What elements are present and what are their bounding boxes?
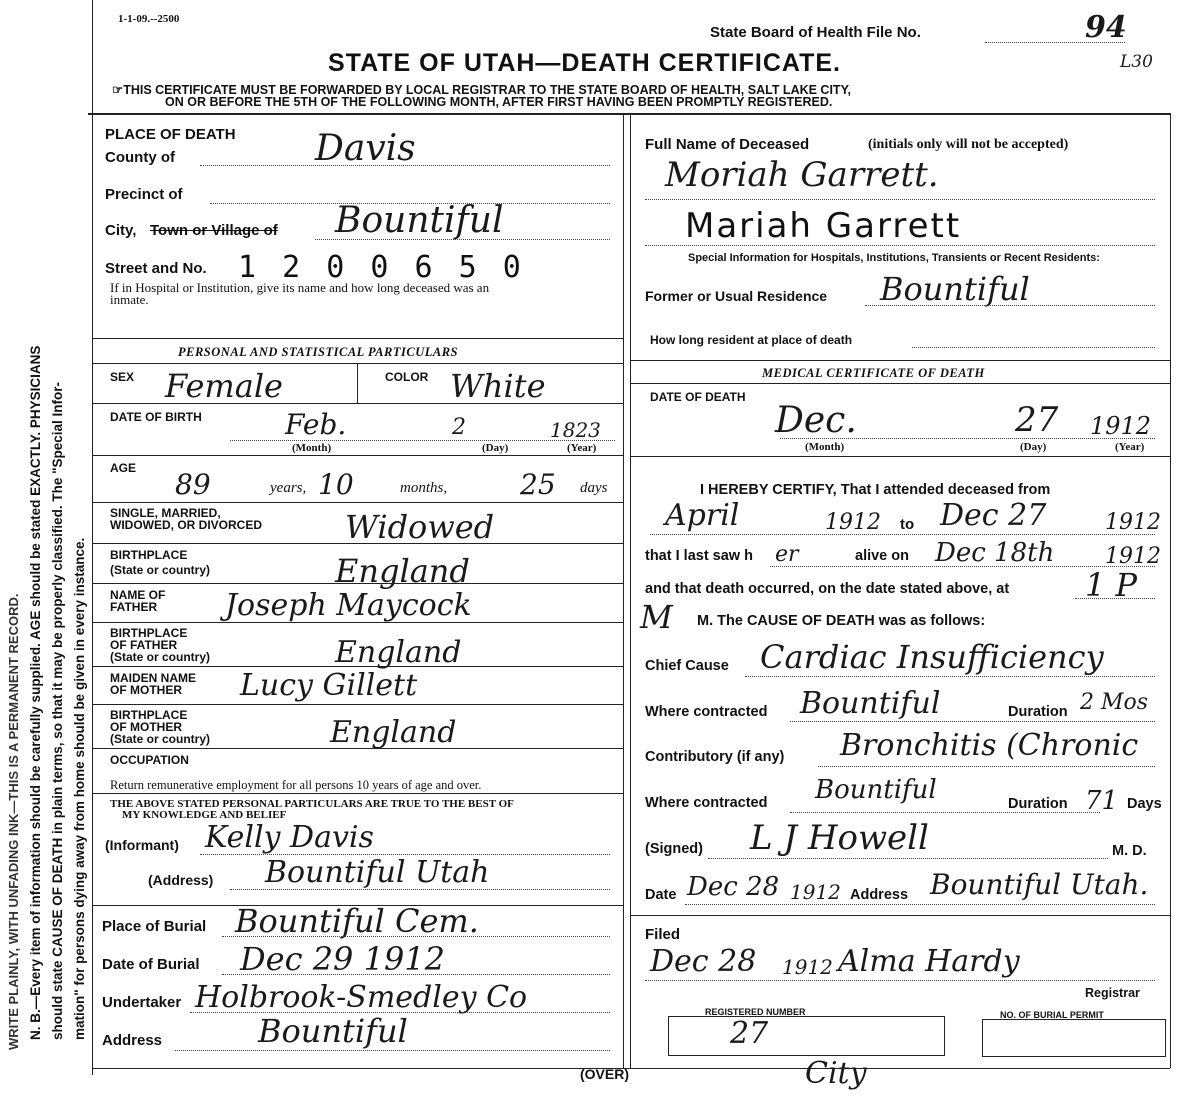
medical-heading: MEDICAL CERTIFICATE OF DEATH [762, 366, 985, 380]
days-caption: days [580, 480, 608, 496]
mother-label-2: OF MOTHER [110, 683, 182, 697]
mother-name-value: Lucy Gillett [240, 668, 418, 703]
dob-month-caption: (Month) [292, 442, 332, 454]
last-saw-label: that I last saw h [645, 548, 753, 564]
cause-of-death-text: M. The CAUSE OF DEATH was as follows: [697, 613, 986, 629]
father-birthplace-value: England [335, 635, 462, 670]
deceased-name-label: Full Name of Deceased [645, 136, 810, 153]
street-value: 1 2 0 0 6 5 0 [238, 250, 525, 285]
attest-line-1: THE ABOVE STATED PERSONAL PARTICULARS ARE TRUE TO THE BEST OF [110, 798, 514, 810]
place-of-death-label: PLACE OF DEATH [105, 126, 236, 143]
filed-year-value: 1912 [782, 955, 833, 979]
signed-label: (Signed) [645, 841, 703, 857]
age-days: 25 [520, 468, 556, 501]
marital-value: Widowed [345, 508, 495, 546]
mother-birthplace-label-1: BIRTHPLACE [110, 708, 188, 722]
dob-year-caption: (Year) [567, 442, 597, 454]
death-day-caption: (Day) [1020, 441, 1047, 453]
contributory-value: Bronchitis (Chronic [840, 728, 1139, 763]
informant-value: Kelly Davis [205, 820, 374, 855]
death-year-value: 1912 [1090, 412, 1152, 440]
months-caption: months, [400, 480, 448, 496]
father-birthplace-label-1: BIRTHPLACE [110, 626, 188, 640]
duration-value-1: 2 Mos [1080, 690, 1149, 715]
deceased-name-note: (initials only will not be accepted) [868, 137, 1069, 152]
father-label-1: NAME OF [110, 588, 166, 602]
city-label: City, [105, 222, 137, 239]
precinct-label: Precinct of [105, 186, 183, 203]
mother-birthplace-caption: (State or country) [110, 732, 211, 746]
burial-permit-label: NO. OF BURIAL PERMIT [1000, 1010, 1104, 1020]
where-contracted-value-1: Bountiful [800, 686, 941, 721]
age-years: 89 [175, 468, 211, 501]
informant-address-label: (Address) [148, 872, 214, 888]
duration-label-1: Duration [1008, 704, 1068, 720]
registered-number-label: REGISTERED NUMBER [705, 1007, 806, 1017]
special-info-label: Special Information for Hospitals, Institutions, Transients or Recent Residents: [688, 252, 1100, 264]
sex-value: Female [165, 367, 283, 405]
mother-birthplace-value: England [330, 715, 457, 750]
attended-from-year: 1912 [825, 510, 881, 535]
chief-cause-value: Cardiac Insufficiency [760, 638, 1104, 676]
death-occurred-text: and that death occurred, on the date stated above, at [645, 581, 1010, 597]
birthplace-state-caption: (State or country) [110, 563, 211, 577]
meridiem-value: M [640, 598, 673, 636]
over-label: (OVER) [580, 1066, 629, 1082]
attest-line-2: MY KNOWLEDGE AND BELIEF [122, 809, 287, 821]
burial-address-value: Bountiful [258, 1012, 408, 1050]
death-month-value: Dec. [775, 400, 857, 441]
marital-label-1: SINGLE, MARRIED, [110, 506, 221, 520]
margin-note-line3: mation" for persons dying away from home should be given in every instance. [72, 537, 87, 1040]
city-value: Bountiful [335, 200, 504, 241]
certify-text: I HEREBY CERTIFY, That I attended deceased from [700, 482, 1051, 498]
md-label: M. D. [1112, 843, 1147, 859]
deceased-name-value-2: Mariah Garrett [685, 206, 962, 246]
burial-place-value: Bountiful Cem. [235, 902, 479, 940]
father-name-value: Joseph Maycock [225, 588, 472, 623]
county-value: Davis [315, 128, 416, 169]
cert-date-label: Date [645, 887, 677, 903]
signed-value: L J Howell [750, 818, 929, 858]
color-value: White [450, 367, 546, 405]
county-label: County of [105, 149, 175, 166]
burial-date-label: Date of Burial [102, 956, 200, 973]
cert-address-label: Address [850, 887, 909, 903]
duration-label-2: Duration [1008, 796, 1068, 812]
alive-on-value: Dec 18th [935, 538, 1055, 568]
burial-address-label: Address [102, 1032, 163, 1049]
color-label: COLOR [385, 370, 429, 384]
alive-on-label: alive on [855, 548, 909, 564]
registered-number-value: 27 [730, 1016, 769, 1051]
hospital-note-1: If in Hospital or Institution, give its name and how long deceased was an [110, 280, 490, 295]
registrar-label: Registrar [1085, 986, 1140, 1000]
where-contracted-label-2: Where contracted [645, 795, 768, 811]
attended-from-value: April [665, 498, 740, 533]
dob-day-caption: (Day) [482, 442, 509, 454]
cert-address-value: Bountiful Utah. [930, 868, 1149, 901]
margin-outer-text: WRITE PLAINLY, WITH UNFADING INK—THIS IS A PERMANENT RECORD. [6, 593, 21, 1050]
father-birthplace-label-2: OF FATHER [110, 638, 178, 652]
city-note: City [805, 1056, 867, 1091]
marital-label-2: WIDOWED, OR DIVORCED [110, 518, 262, 532]
informant-address-value: Bountiful Utah [265, 855, 490, 890]
occupation-label: OCCUPATION [110, 753, 189, 767]
duration-days-label: Days [1127, 796, 1162, 812]
mother-label-1: MAIDEN NAME [110, 671, 196, 685]
filed-label: Filed [645, 926, 681, 943]
burial-date-value: Dec 29 1912 [240, 940, 446, 978]
alive-on-year: 1912 [1105, 544, 1161, 569]
undertaker-value: Holbrook-Smedley Co [195, 980, 528, 1015]
street-label: Street and No. [105, 260, 207, 277]
where-contracted-value-2: Bountiful [815, 775, 937, 805]
registered-number-box [668, 1016, 945, 1056]
age-label: AGE [110, 461, 137, 475]
hospital-note-2: inmate. [110, 292, 149, 307]
residence-value: Bountiful [880, 270, 1030, 308]
resident-duration-label: How long resident at place of death [650, 333, 853, 347]
burial-permit-box [982, 1019, 1166, 1057]
death-month-caption: (Month) [805, 441, 845, 453]
margin-note-line2: should state CAUSE OF DEATH in plain terms, so that it may be properly classified. The "Special Infor- [50, 381, 65, 1040]
last-saw-value: er [775, 542, 799, 567]
age-months: 10 [318, 468, 354, 501]
margin-note-line1: N. B.—Every item of information should be carefully supplied. AGE should be stated EXACTLY. PHYSICIANS [28, 345, 43, 1040]
personal-heading: PERSONAL AND STATISTICAL PARTICULARS [178, 345, 458, 359]
file-no-label: State Board of Health File No. [710, 24, 921, 41]
dob-year: 1823 [550, 418, 601, 442]
sex-label: SEX [110, 370, 135, 384]
attended-to-value: Dec 27 [940, 498, 1047, 533]
burial-place-label: Place of Burial [102, 918, 207, 935]
father-birthplace-caption: (State or country) [110, 650, 211, 664]
occupation-note: Return remunerative employment for all persons 10 years of age and over. [110, 778, 482, 792]
file-no-note: L30 [1120, 52, 1153, 72]
registrar-signature: Alma Hardy [838, 944, 1020, 979]
undertaker-label: Undertaker [102, 994, 182, 1011]
death-day-value: 27 [1015, 400, 1059, 440]
notice-line2: ON OR BEFORE THE 5TH OF THE FOLLOWING MONTH, AFTER FIRST HAVING BEEN PROMPTLY REGISTERED. [165, 95, 833, 109]
birthplace-value: England [335, 552, 470, 590]
deceased-name-value: Moriah Garrett. [665, 155, 939, 195]
death-time-value: 1 P [1085, 566, 1138, 604]
death-date-label: DATE OF DEATH [650, 390, 746, 404]
town-struck-label: Town or Village of [150, 222, 278, 239]
to-label: to [900, 516, 915, 533]
form-number: 1-1-09.--2500 [118, 13, 180, 25]
dob-day: 2 [452, 415, 466, 440]
mother-birthplace-label-2: OF MOTHER [110, 720, 182, 734]
notice-line1: ☞THIS CERTIFICATE MUST BE FORWARDED BY LOCAL REGISTRAR TO THE STATE BOARD OF HEALTH, SALT LAKE CITY, [112, 83, 851, 97]
attended-to-year: 1912 [1105, 510, 1161, 535]
cert-year-value: 1912 [790, 880, 841, 904]
file-no-value: 94 [1085, 10, 1127, 45]
certificate-title: STATE OF UTAH—DEATH CERTIFICATE. [328, 49, 841, 77]
cert-date-value: Dec 28 [687, 872, 780, 902]
dob-label: DATE OF BIRTH [110, 410, 202, 424]
duration-value-2: 71 [1085, 786, 1119, 816]
where-contracted-label-1: Where contracted [645, 704, 768, 720]
chief-cause-label: Chief Cause [645, 658, 729, 674]
filed-date-value: Dec 28 [650, 944, 757, 979]
dob-month: Feb. [285, 408, 347, 441]
informant-label: (Informant) [105, 837, 179, 853]
contributory-label: Contributory (if any) [645, 749, 785, 765]
residence-label: Former or Usual Residence [645, 288, 828, 304]
years-caption: years, [270, 480, 307, 496]
father-label-2: FATHER [110, 600, 158, 614]
death-year-caption: (Year) [1115, 441, 1145, 453]
birthplace-label: BIRTHPLACE [110, 548, 188, 562]
